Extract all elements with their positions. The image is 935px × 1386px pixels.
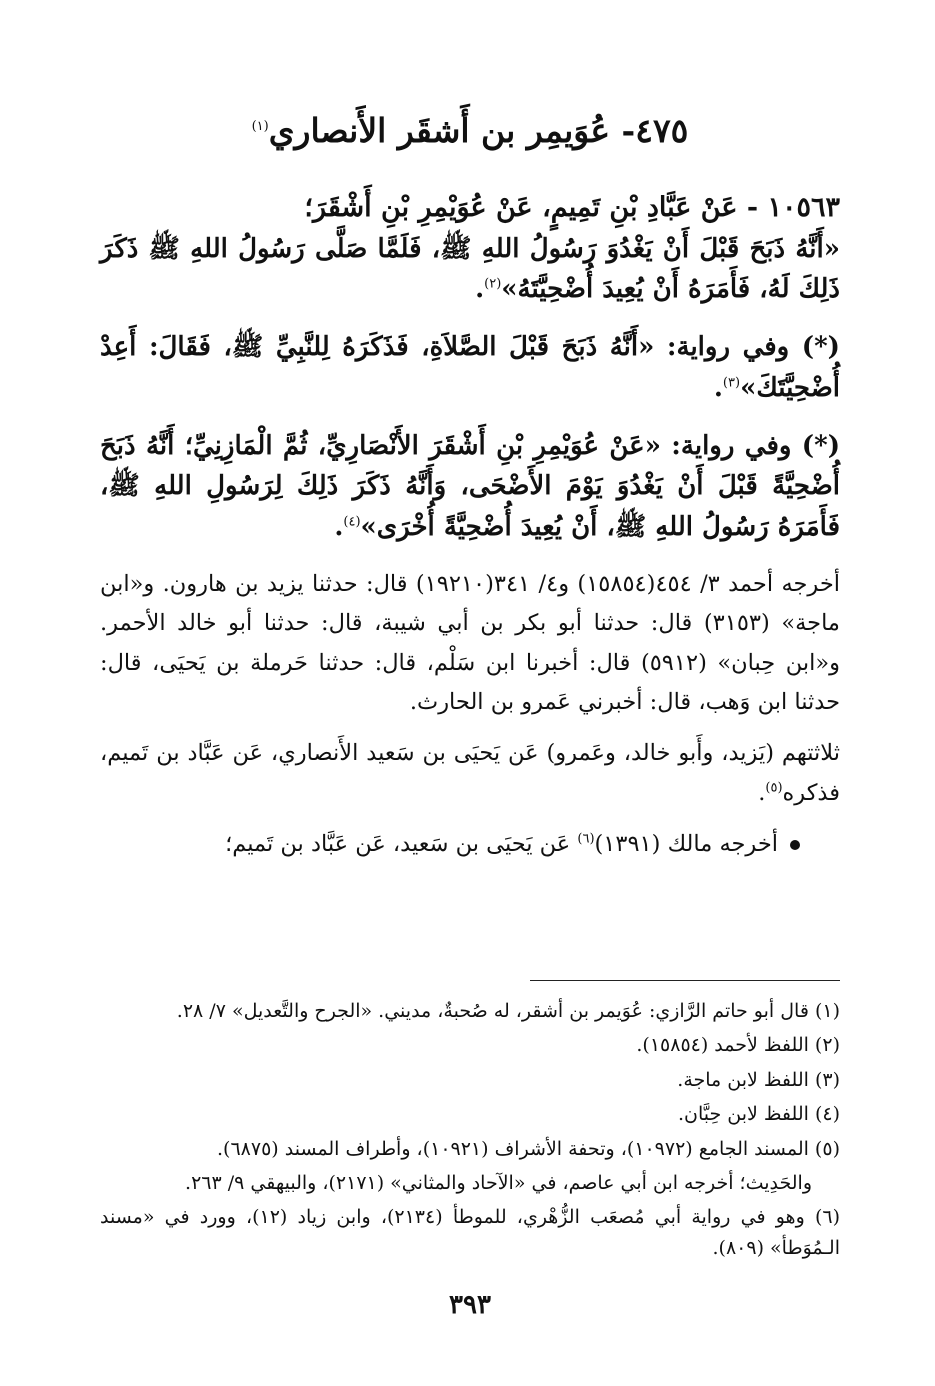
page-number: ٣٩٣ [449, 1290, 491, 1320]
takhrij-bullet-footnote-ref: (٦) [577, 831, 595, 847]
footnote-5-continuation: والحَدِيث؛ أخرجه ابن أبي عاصم، في «الآحاد والمثاني» (٢١٧١)، والبيهقي ٩/ ٢٦٣. [185, 1171, 812, 1194]
takhrij-bullet-before: أخرجه مالك (١٣٩١) [594, 831, 778, 858]
book-page [100, 100, 840, 1340]
footnote-3: (٣) اللفظ لابن ماجة. [677, 1068, 840, 1091]
hadith-isnad-line [100, 187, 840, 229]
riwaya-2-text: (*) وفي رواية: «عَنْ عُوَيْمِرِ بْنِ أَشْقَرَ الأَنْصَارِيِّ، ثُمَّ الْمَازِنِيِّ؛ أَنَّهُ ذَبَحَ أُضْحِيَّةً قَبْلَ أَنْ يَغْدُوَ يَوْمَ الأَضْحَى، وَأَنَّهُ ذَكَرَ ذَلِكَ لِرَسُولِ اللهِ ﷺ، فَأَمَرَهُ رَسُولُ اللهِ ﷺ، أَنْ يُعِيدَ أُضْحِيَّةً أُخْرَى» [100, 430, 840, 542]
takhrij-bullet [100, 825, 800, 864]
takhrij-paragraph-2-footnote-ref: (٥) [765, 780, 783, 796]
hadith-number: ١٠٥٦٣ - [746, 191, 840, 223]
chapter-title-text: ٤٧٥- عُوَيمِر بن أَشقَر الأَنصاري [268, 111, 689, 150]
footnote-2: (٢) اللفظ لأحمد (١٥٨٥٤). [636, 1034, 840, 1057]
footnotes [100, 996, 840, 1267]
takhrij-paragraph-1: أخرجه أحمد ٣/ ٤٥٤(١٥٨٥٤) و٤/ ٣٤١(١٩٢١٠) قال: حدثنا يزيد بن هارون. و«ابن ماجة» (٣١٥٣) قال: حدثنا أبو بكر بن أبي شيبة، قال: حدثنا أبو خالد الأحمر. و«ابن حِبان» (٥٩١٢) قال: أخبرنا ابن سَلْم، قال: حدثنا حَرملة بن يَحيَى، قال: حدثنا ابن وَهب، قال: أخبرني عَمرو بن الحارث. [100, 570, 841, 715]
footnote-6: (٦) وهو في رواية أبي مُصعَب الزُّهْري، للموطأ (٢١٣٤)، وابن زياد (١٢)، وورد في «مسند الـمُوَطأ» (٨٠٩). [100, 1206, 841, 1259]
footnote-4: (٤) اللفظ لابن حِبَّان. [677, 1103, 840, 1126]
footnote-5: (٥) المسند الجامع (١٠٩٧٢)، وتحفة الأشراف (١٠٩٢١)، وأطراف المسند (٦٨٧٥). [217, 1137, 840, 1160]
hadith-matn-footnote-ref: (٢) [484, 276, 502, 292]
takhrij-paragraph-2-text: ثلاثتهم (يَزيد، وأَبو خالد، وعَمرو) عَن يَحيَى بن سَعيد الأَنصاري، عَن عَبَّاد بن تَميم، فذكره [100, 740, 840, 806]
chapter-title [100, 110, 840, 153]
riwaya-2: (*) وفي رواية: «عَنْ عُوَيْمِرِ بْنِ أَشْقَرَ الأَنْصَارِيِّ، ثُمَّ الْمَازِنِيِّ؛ أَنَّهُ ذَبَحَ أُضْحِيَّةً قَبْلَ أَنْ يَغْدُوَ يَوْمَ الأَضْحَى، وَأَنَّهُ ذَكَرَ ذَلِكَ لِرَسُولِ اللهِ ﷺ، فَأَمَرَهُ رَسُولُ اللهِ ﷺ، أَنْ يُعِيدَ أُضْحِيَّةً أُخْرَى»$^{(٤)}$. [100, 430, 840, 542]
riwaya-1-footnote-ref: (٣) [722, 374, 741, 390]
riwaya-2-footnote-ref: (٤) [343, 513, 361, 529]
hadith-matn-text: «أَنَّهُ ذَبَحَ قَبْلَ أَنْ يَغْدُوَ رَسُولُ اللهِ ﷺ، فَلَمَّا صَلَّى رَسُولُ اللهِ ﷺ ذَكَرَ ذَلِكَ لَهُ، فَأَمَرَهُ أَنْ يُعِيدَ أُضْحِيَّتَهُ» [100, 233, 841, 305]
riwaya-1-text: (*) وفي رواية: «أَنَّهُ ذَبَحَ قَبْلَ الصَّلاَةِ، فَذَكَرَهُ لِلنَّبِيِّ ﷺ، فَقَالَ: أَعِدْ أُضْحِيَّتَكَ» [100, 332, 840, 403]
takhrij-paragraph-2: ثلاثتهم (يَزيد، وأَبو خالد، وعَمرو) عَن يَحيَى بن سَعيد الأَنصاري، عَن عَبَّاد بن تَميم، فذكره$^{(٥)}$. [100, 740, 840, 806]
bullet-icon [790, 840, 800, 850]
footnote-divider [530, 980, 840, 981]
chapter-title-footnote-ref: (١) [251, 119, 269, 134]
riwaya-1: (*) وفي رواية: «أَنَّهُ ذَبَحَ قَبْلَ الصَّلاَةِ، فَذَكَرَهُ لِلنَّبِيِّ ﷺ، فَقَالَ: أَعِدْ أُضْحِيَّتَكَ»$^{(٣)}$. [100, 332, 840, 403]
footnote-1: (١) قال أبو حاتم الرَّازي: عُوَيمر بن أشقر، له صُحبةٌ، مديني. «الجرح والتَّعديل» ٧/ ٢٨. [176, 1000, 840, 1022]
takhrij-bullet-after: عَن يَحيَى بن سَعيد، عَن عَبَّاد بن تَميم؛ [225, 831, 571, 858]
hadith-matn: «أَنَّهُ ذَبَحَ قَبْلَ أَنْ يَغْدُوَ رَسُولُ اللهِ ﷺ، فَلَمَّا صَلَّى رَسُولُ اللهِ ﷺ ذَكَرَ ذَلِكَ لَهُ، فَأَمَرَهُ أَنْ يُعِيدَ أُضْحِيَّتَهُ»$^{(٢)}$. [100, 233, 841, 305]
hadith-isnad: عَنْ عَبَّادِ بْنِ تَمِيمٍ، عَنْ عُوَيْمِرِ بْنِ أَشْقَرَ؛ [304, 191, 738, 223]
